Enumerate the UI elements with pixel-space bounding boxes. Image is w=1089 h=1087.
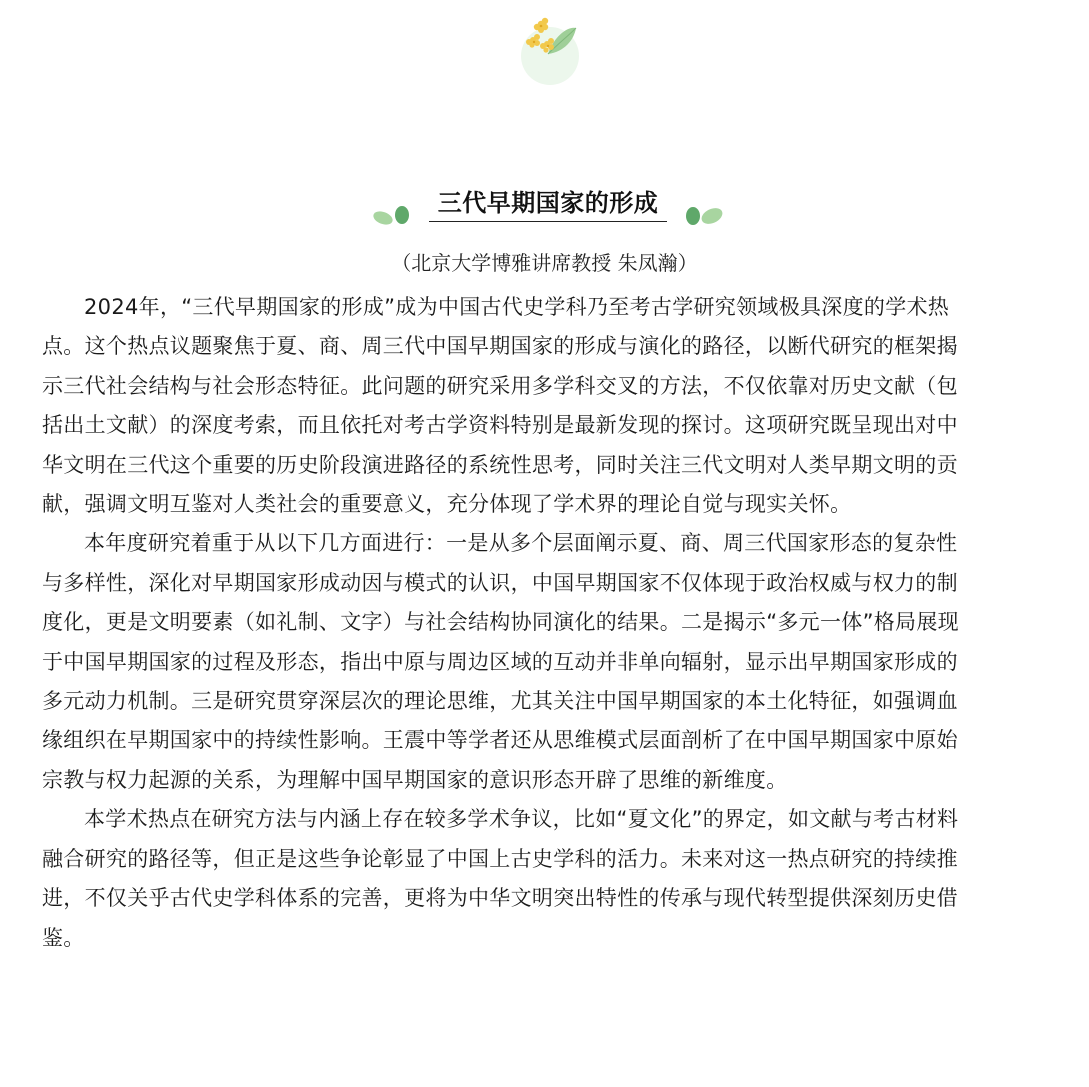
title-row [0,186,1089,226]
flower-ornament-icon [518,14,582,88]
article-body [42,288,1058,958]
author-subtitle: （北京大学博雅讲席教授 朱凤瀚） [391,251,698,275]
paragraph-1: 2024年，“三代早期国家的形成”成为中国古代史学科乃至考古学研究领域极具深度的学术热 点。这个热点议题聚焦于夏、商、周三代中国早期国家的形成与演化的路径，以断代研究的框架揭 示三代社会结构与社会形态特征。此问题的研究采用多学科交叉的方法，不仅依靠对历史文献（包 括出土文献）的深度考索，而且依托对考古学资料特别是最新发现的探讨。这项研究既呈现出对中 华文明在三代这个重要的历史阶段演进路径的系统性思考，同时关注三代文明对人类早期文明的贡 献，强调文明互鉴对人类社会的重要意义，充分体现了学术界的理论自觉与现实关怀。 [42,295,958,517]
article-title: 三代早期国家的形成 [429,186,667,222]
paragraph-2: 本年度研究着重于从以下几方面进行：一是从多个层面阐示夏、商、周三代国家形态的复杂性 与多样性，深化对早期国家形成动因与模式的认识，中国早期国家不仅体现于政治权威与权力的制 度化，更是文明要素（如礼制、文字）与社会结构协同演化的结果。二是揭示“多元一体”格局展现 于中国早期国家的过程及形态，指出中原与周边区域的互动并非单向辐射，显示出早期国家形成的 多元动力机制。三是研究贯穿深层次的理论思维，尤其关注中国早期国家的本土化特征，如强调血 缘组织在早期国家中的持续性影响。王震中等学者还从思维模式层面剖析了在中国早期国家中原始 宗教与权力起源的关系，为理解中国早期国家的意识形态开辟了思维的新维度。 [42,531,959,792]
paragraph-3: 本学术热点在研究方法与内涵上存在较多学术争议，比如“夏文化”的界定，如文献与考古材料 融合研究的路径等，但正是这些争论彰显了中国上古史学科的活力。未来对这一热点研究的持续推 进，不仅关乎古代史学科体系的完善，更将为中华文明突出特性的传承与现代转型提供深刻历史借 鉴。 [42,807,959,950]
leaf-left-icon [371,204,415,226]
leaf-right-icon [681,204,725,226]
